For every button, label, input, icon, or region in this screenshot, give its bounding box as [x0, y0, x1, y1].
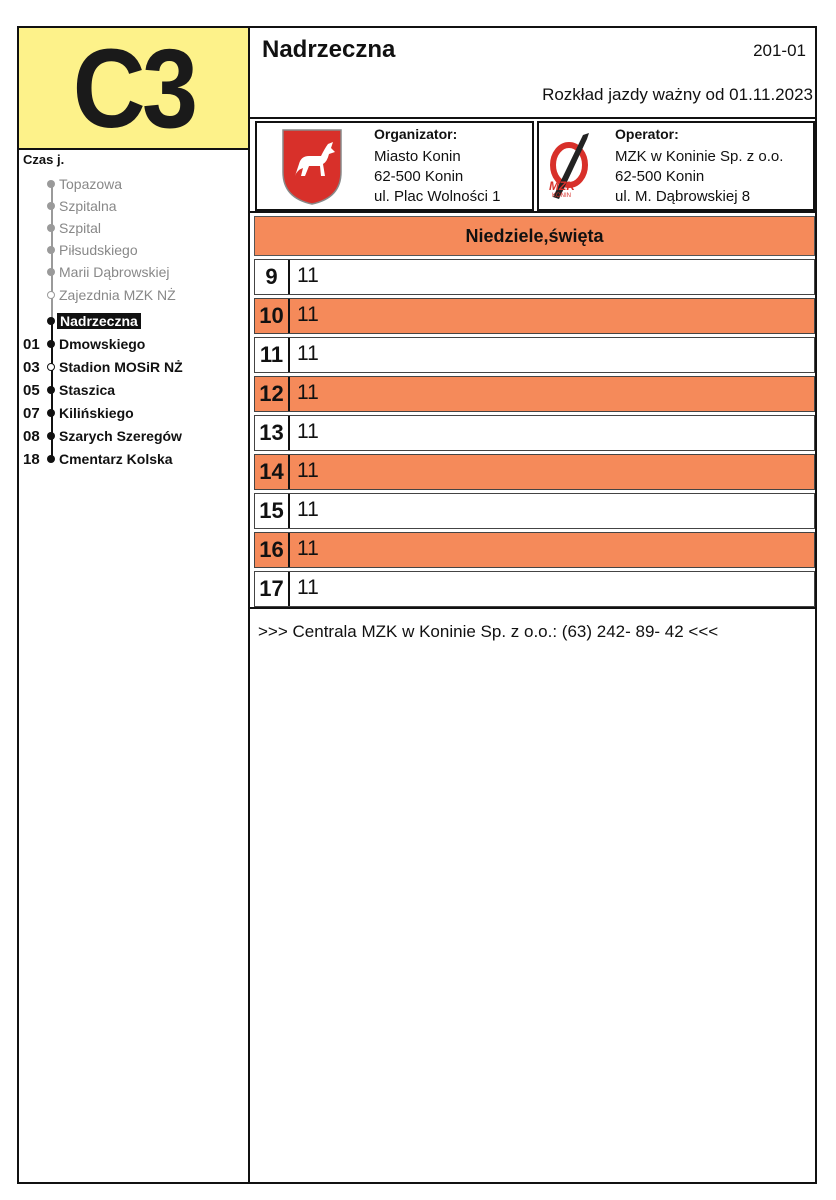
departure-row — [254, 493, 815, 529]
previous-stop: Szpitalna — [18, 196, 248, 218]
mzk-logo-text: MZK — [549, 179, 575, 193]
next-stop: 05 Staszica — [23, 382, 116, 399]
organizer-box — [255, 121, 534, 211]
next-stop: 08 Szarych Szeregów — [23, 428, 182, 445]
departure-minutes: 11 — [297, 342, 319, 365]
departure-minutes: 11 — [297, 303, 319, 326]
table-bottom-divider — [250, 607, 817, 609]
operator-line: 62-500 Konin — [615, 168, 705, 185]
departure-row — [254, 376, 815, 412]
hotline-footer: >>> Centrala MZK w Koninie Sp. z o.o.: (63) 242- 89- 42 <<< — [258, 622, 719, 641]
departure-minutes: 11 — [297, 381, 319, 404]
departure-hour: 10 — [255, 299, 290, 333]
departure-minutes: 11 — [297, 459, 319, 482]
operator-line: ul. M. Dąbrowskiej 8 — [615, 188, 751, 205]
departure-row — [254, 571, 815, 607]
info-divider — [250, 211, 817, 213]
line-number: C3 — [72, 25, 195, 151]
mzk-logo — [543, 127, 603, 207]
departure-hour: 15 — [255, 494, 290, 528]
previous-stop: Zajezdnia MZK NŻ — [18, 285, 248, 307]
departure-row — [254, 298, 815, 334]
current-stop: Nadrzeczna — [18, 311, 248, 333]
organizer-line: 62-500 Konin — [374, 168, 464, 185]
organizer-line: Miasto Konin — [374, 148, 461, 165]
departure-hour: 16 — [255, 533, 290, 567]
previous-stop: Szpital — [18, 218, 248, 240]
column-divider — [248, 26, 250, 1184]
departure-minutes: 11 — [297, 576, 319, 599]
next-stop: 01 Dmowskiego — [23, 336, 146, 353]
departure-row — [254, 259, 815, 295]
departures-table — [254, 259, 815, 610]
departure-row — [254, 532, 815, 568]
operator-line: MZK w Koninie Sp. z o.o. — [615, 148, 784, 165]
timetable-id: 201-01 — [753, 41, 806, 60]
day-type-header: Niedziele,święta — [254, 216, 815, 256]
next-stop: 18 Cmentarz Kolska — [23, 451, 173, 468]
previous-stop: Piłsudskiego — [18, 240, 248, 262]
header-divider — [250, 117, 817, 119]
stop-name: Nadrzeczna — [262, 36, 396, 63]
departure-row — [254, 337, 815, 373]
departure-row — [254, 415, 815, 451]
organizer-line: ul. Plac Wolności 1 — [374, 188, 501, 205]
departure-minutes: 11 — [297, 264, 319, 287]
departure-minutes: 11 — [297, 537, 319, 560]
mzk-logo-subtext: KONIN — [552, 193, 572, 199]
departure-minutes: 11 — [297, 420, 319, 443]
departure-hour: 12 — [255, 377, 290, 411]
valid-from-date: Rozkład jazdy ważny od 01.11.2023 — [542, 85, 813, 104]
previous-stop: Topazowa — [18, 174, 248, 196]
departure-hour: 14 — [255, 455, 290, 489]
next-stop: 03 Stadion MOSiR NŻ — [23, 359, 183, 376]
departure-hour: 17 — [255, 572, 290, 606]
previous-stop: Marii Dąbrowskiej — [18, 262, 248, 284]
organizer-title: Organizator: — [374, 126, 458, 142]
departure-row — [254, 454, 815, 490]
next-stop: 07 Kilińskiego — [23, 405, 134, 422]
operator-box — [537, 121, 815, 211]
operator-title: Operator: — [615, 126, 679, 142]
departure-hour: 11 — [255, 338, 290, 372]
departure-hour: 9 — [255, 260, 290, 294]
departure-minutes: 11 — [297, 498, 319, 521]
line-number-box — [19, 25, 248, 151]
travel-time-label: Czas j. — [23, 152, 65, 167]
departure-hour: 13 — [255, 416, 290, 450]
konin-crest-icon — [281, 128, 343, 206]
